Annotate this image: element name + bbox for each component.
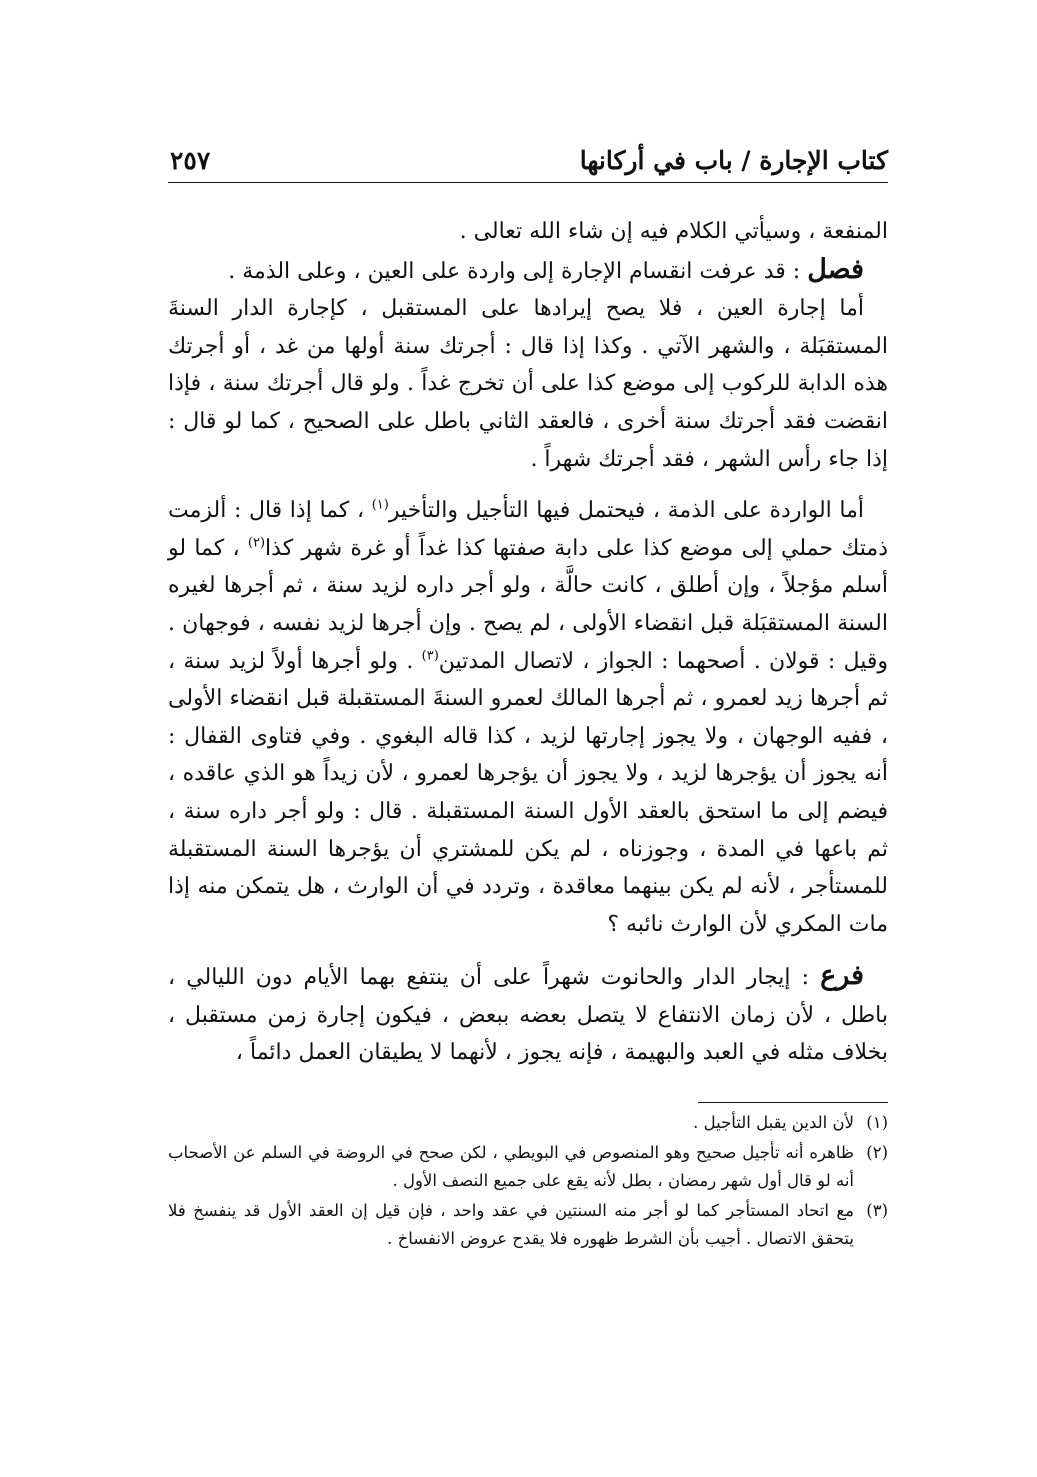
paragraph-al-dhimma (168, 492, 888, 943)
header-title: كتاب الإجارة / باب في أركانها (579, 146, 888, 175)
paragraph-al-dhimma-part-3: ، كما لو أسلم مؤجلاً ، وإن أطلق ، كانت حالَّة ، ولو أجر داره لزيد سنة ، ثم أجرها لغيره السنة المستقبَلة قبل انقضاء الأولى ، لم يصح . وإن أجرها لزيد نفسه ، فوجهان . وقيل : قولان . أصحهما : الجواز ، لاتصال المدتين (168, 535, 888, 674)
footnote-1 (168, 1109, 888, 1137)
paragraph-fasl-text: : قد عرفت انقسام الإجارة إلى واردة على العين ، وعلى الذمة . (228, 258, 808, 284)
footnote-ref-2[interactable]: (٢) (247, 535, 266, 551)
running-header (168, 140, 888, 183)
footnotes (168, 1109, 888, 1253)
paragraph-1: المنفعة ، وسيأتي الكلام فيه إن شاء الله تعالى . (459, 219, 888, 244)
footnote-3 (168, 1197, 888, 1253)
main-text (168, 213, 888, 1072)
page-number: ٢٥٧ (170, 146, 211, 175)
footnote-ref-1[interactable]: (١) (371, 497, 389, 513)
footnote-text: مع اتحاد المستأجر كما لو أجر منه السنتين في عقد واحد ، فإن قيل إن العقد الأول قد ينفسخ فلا يتحقق الاتصال . أجيب بأن الشرط ظهوره فلا يقدح عروض الانفساخ . (168, 1201, 854, 1249)
paragraph-al-dhimma-part-4: . ولو أجرها أولاً لزيد سنة ، ثم أجرها زيد لعمرو ، ثم أجرها المالك لعمرو السنةَ المستقبلة قبل انقضاء الأولى ، ففيه الوجهان ، ولا يجوز إجارتها لزيد ، كذا قاله البغوي . وفي فتاوى القفال : أنه يجوز أن يؤجرها لزيد ، ولا يجوز أن يؤجرها لعمرو ، لأن زيداً هو الذي عاقده ، فيضم إلى ما استحق بالعقد الأول السنة المستقبلة . قال : ولو أجر داره سنة ، ثم باعها في المدة ، وجوزناه ، لم يكن للمشتري أن يؤجرها السنة المستقبلة للمستأجر ، لأنه لم يكن بينهما معاقدة ، وتردد في أن الوارث ، هل يتمكن منه إذا مات المكري لأن الوارث نائبه ؟ (168, 648, 888, 937)
footnote-text: ظاهره أنه تأجيل صحيح وهو المنصوص في البويطي ، لكن صحح في الروضة في السلم عن الأصحاب أنه لو قال أول شهر رمضان ، بطل لأنه يقع على جميع النصف الأول . (168, 1143, 854, 1191)
footnote-number: (٢) (866, 1143, 888, 1163)
footnote-ref-3[interactable]: (٣) (421, 648, 439, 664)
footnote-2 (168, 1139, 888, 1195)
paragraph-al-dhimma-part-2: ، كما إذا قال : ألزمت ذمتك حملي إلى موضع كذا على دابة صفتها كذا غداً أو غرة شهر كذا (168, 498, 889, 561)
section-label-fasl: فصل (807, 253, 864, 285)
footnote-text: لأن الدين يقبل التأجيل . (693, 1113, 854, 1133)
footnote-divider (698, 1102, 888, 1103)
paragraph-far (168, 957, 888, 1072)
footnote-number: (٣) (866, 1201, 888, 1221)
paragraph-far-text: : إيجار الدار والحانوت شهراً على أن ينتفع بهما الأيام دون الليالي ، باطل ، لأن زمان الانتفاع لا يتصل بعضه ببعض ، فيكون إجارة زمن مستقبل ، بخلاف مثله في العبد والبهيمة ، فإنه يجوز ، لأنهما لا يطيقان العمل دائماً ، (168, 965, 888, 1066)
paragraph-fasl (168, 251, 888, 291)
paragraph-al-dhimma-part-1: أما الواردة على الذمة ، فيحتمل فيها التأجيل والتأخير (388, 498, 864, 524)
paragraph-ijarat-al-ayn: أما إجارة العين ، فلا يصح إيرادها على المستقبل ، كإجارة الدار السنةَ المستقبَلة ، والشهر الآتي . وكذا إذا قال : أجرتك سنة أولها من غد ، أو أجرتك هذه الدابة للركوب إلى موضع كذا على أن تخرج غداً . ولو قال أجرتك سنة ، فإذا انقضت فقد أجرتك سنة أخرى ، فالعقد الثاني باطل على الصحيح ، كما لو قال : إذا جاء رأس الشهر ، فقد أجرتك شهراً . (168, 296, 888, 472)
section-label-far: فرع (820, 960, 864, 992)
footnote-number: (١) (866, 1113, 888, 1133)
book-page (168, 140, 888, 1253)
